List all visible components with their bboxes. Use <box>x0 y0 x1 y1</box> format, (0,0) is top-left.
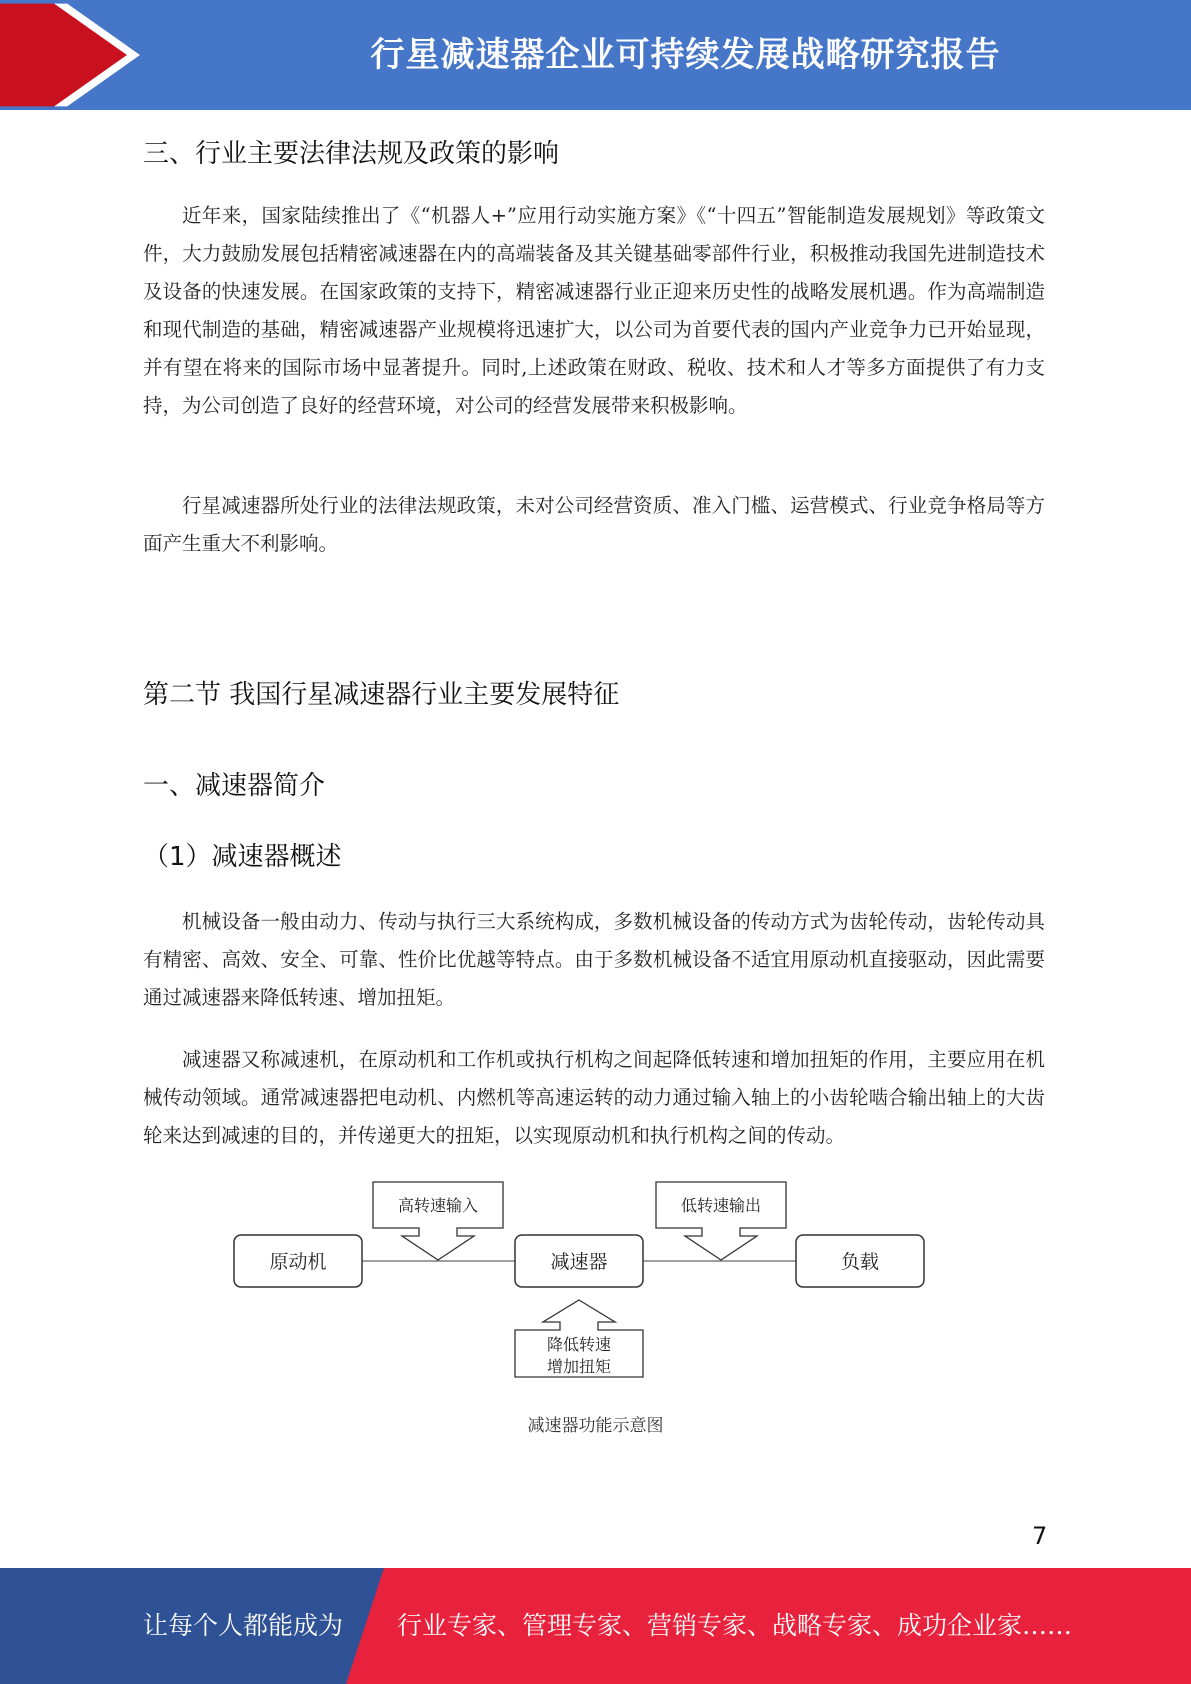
function-callout <box>515 1300 643 1377</box>
subsection-heading-reducer-overview: （1）减速器概述 <box>143 842 342 872</box>
load-label: 负载 <box>840 1251 880 1273</box>
reducer-box <box>515 1235 643 1287</box>
paragraph-policy-2: 行星减速器所处行业的法律法规政策，未对公司经营资质、准入门槛、运营模式、行业竞争格局等方面产生重大不利影响。 <box>143 494 1045 555</box>
prime-mover-label: 原动机 <box>269 1251 327 1273</box>
page-number: 7 <box>1032 1522 1048 1550</box>
function-line2-label: 增加扭矩 <box>546 1357 612 1376</box>
low-speed-output-callout <box>656 1182 786 1260</box>
high-speed-input-callout <box>373 1182 503 1260</box>
chapter-heading: 第二节 我国行星减速器行业主要发展特征 <box>143 680 620 710</box>
reducer-label: 减速器 <box>550 1251 608 1273</box>
reducer-function-diagram <box>230 1178 930 1378</box>
low-speed-output-label: 低转速输出 <box>680 1196 762 1215</box>
prime-mover-box <box>234 1235 362 1287</box>
report-title: 行星减速器企业可持续发展战略研究报告 <box>370 35 1001 75</box>
high-speed-input-label: 高转速输入 <box>397 1196 479 1215</box>
footer-slogan-left: 让每个人都能成为 <box>143 1611 344 1640</box>
footer-slogan-right: 行业专家、管理专家、营销专家、战略专家、成功企业家…… <box>397 1611 1073 1640</box>
paragraph-reducer-2: 减速器又称减速机，在原动机和工作机或执行机构之间起降低转速和增加扭矩的作用，主要应用在机械传动领域。通常减速器把电动机、内燃机等高速运转的动力通过输入轴上的小齿轮啮合输出轴上的大齿轮来达到减速的目的，并传递更大的扭矩，以实现原动机和执行机构之间的传动。 <box>143 1048 1045 1147</box>
report-footer <box>0 1568 1191 1684</box>
subsection-heading-reducer-intro: 一、减速器简介 <box>143 771 326 801</box>
paragraph-reducer-1: 机械设备一般由动力、传动与执行三大系统构成，多数机械设备的传动方式为齿轮传动，齿轮传动具有精密、高效、安全、可靠、性价比优越等特点。由于多数机械设备不适宜用原动机直接驱动，因此需要通过减速器来降低转速、增加扭矩。 <box>143 910 1045 1009</box>
diagram-caption: 减速器功能示意图 <box>527 1416 664 1436</box>
load-box <box>796 1235 924 1287</box>
function-line1-label: 降低转速 <box>546 1335 612 1354</box>
paragraph-policy-1: 近年来，国家陆续推出了《“机器人+”应用行动实施方案》《“十四五”智能制造发展规划》等政策文件，大力鼓励发展包括精密减速器在内的高端装备及其关键基础零部件行业，积极推动我国先进制造技术及设备的快速发展。在国家政策的支持下，精密减速器行业正迎来历史性的战略发展机遇。作为高端制造和现代制造的基础，精密减速器产业规模将迅速扩大，以公司为首要代表的国内产业竞争力已开始显现，并有望在将来的国际市场中显著提升。同时,上述政策在财政、税收、技术和人才等多方面提供了有力支持，为公司创造了良好的经营环境，对公司的经营发展带来积极影响。 <box>143 204 1045 417</box>
section-heading-policy: 三、行业主要法律法规及政策的影响 <box>143 139 560 169</box>
report-header <box>0 0 1191 110</box>
header-red-chevron <box>0 0 140 110</box>
